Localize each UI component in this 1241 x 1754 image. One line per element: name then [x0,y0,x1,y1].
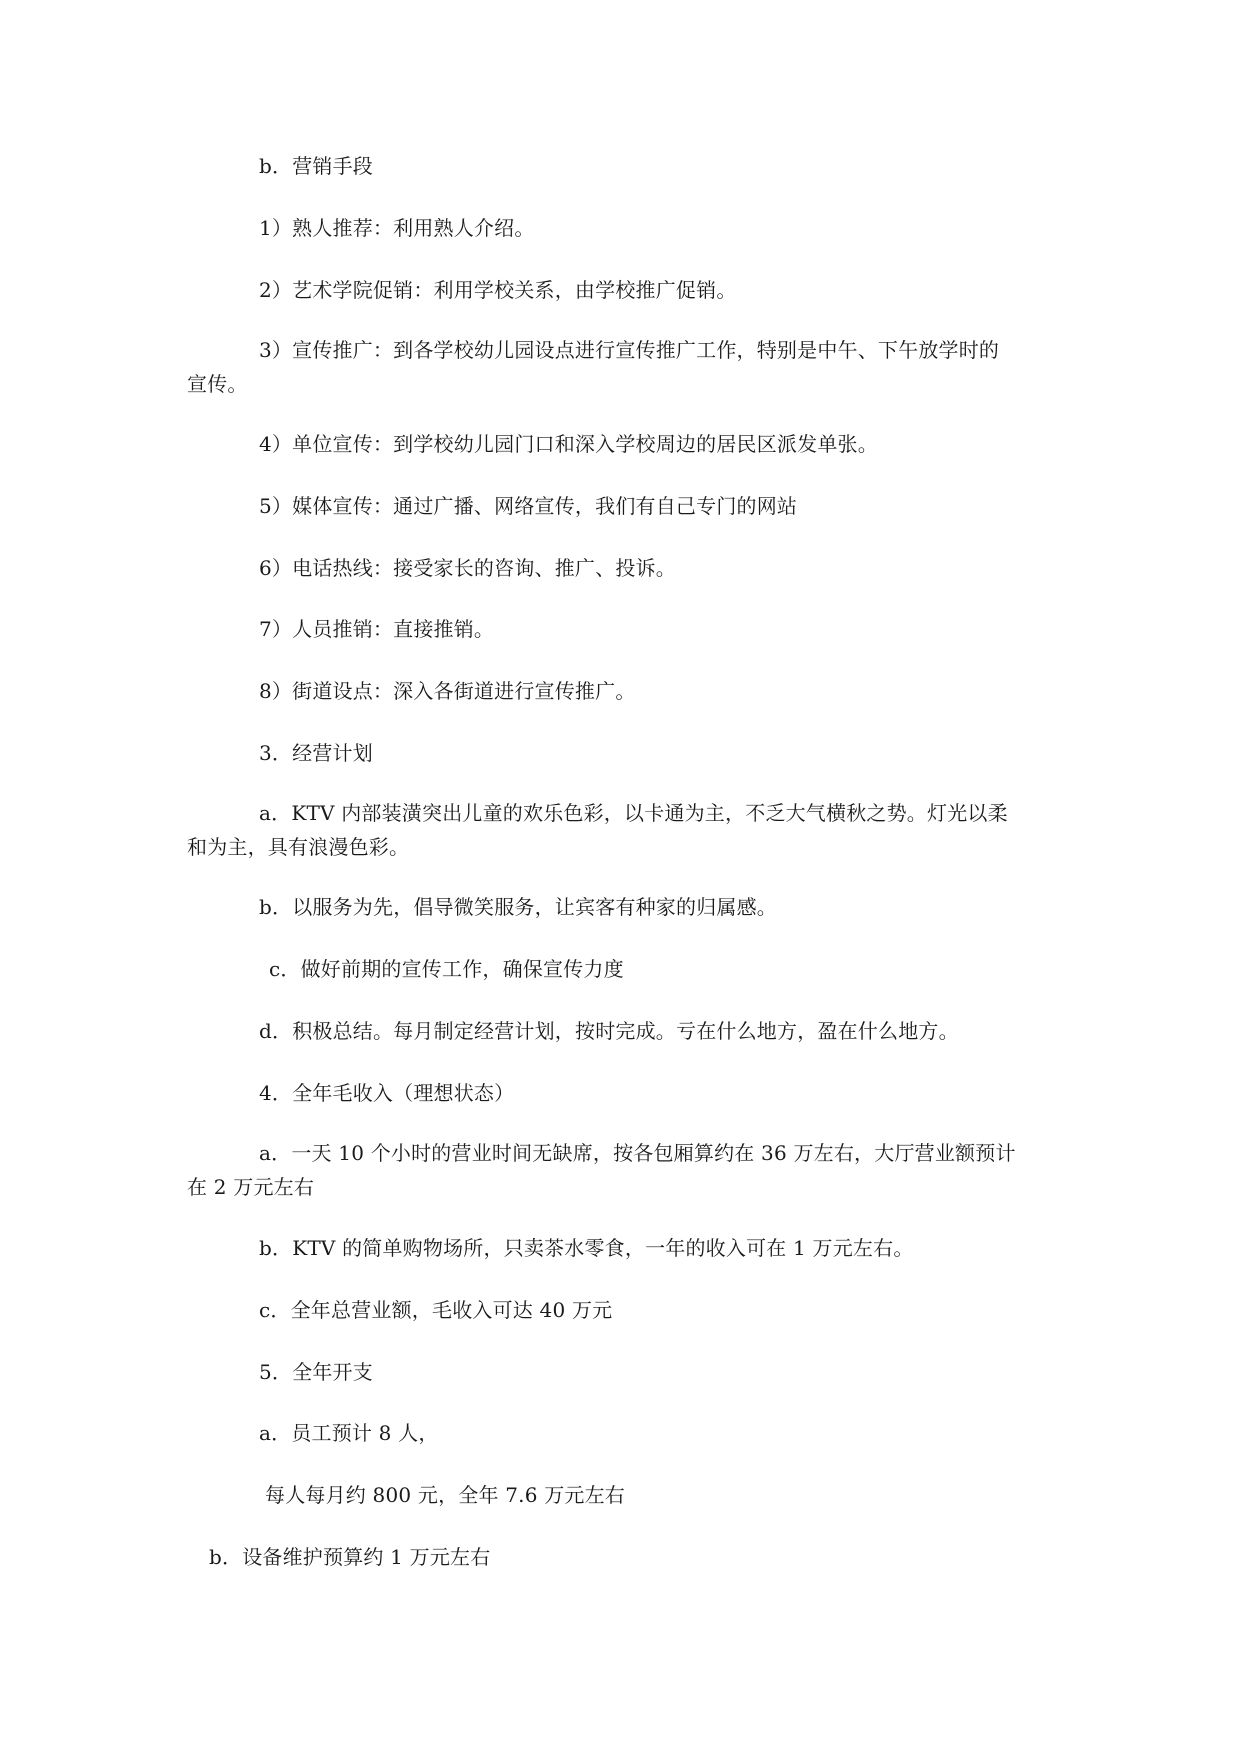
list-item: c．全年总营业额，毛收入可达 40 万元 [259,1298,613,1322]
list-item: 2）艺术学院促销：利用学校关系，由学校推广促销。 [259,278,737,302]
list-item: b．以服务为先，倡导微笑服务，让宾客有种家的归属感。 [259,895,778,919]
paragraph-line: a．一天 10 个小时的营业时间无缺席，按各包厢算约在 36 万左右，大厅营业额预计 [259,1141,1016,1165]
section-heading-marketing-means: b．营销手段 [259,154,374,178]
list-item: 5）媒体宣传：通过广播、网络宣传，我们有自己专门的网站 [259,494,798,518]
list-item: b．设备维护预算约 1 万元左右 [209,1545,491,1569]
section-heading-annual-gross-income: 4．全年毛收入（理想状态） [259,1081,515,1105]
section-heading-business-plan: 3．经营计划 [259,741,373,765]
section-heading-annual-expenses: 5．全年开支 [259,1360,373,1384]
paragraph-line: 3）宣传推广：到各学校幼儿园设点进行宣传推广工作，特别是中午、下午放学时的 [259,338,1000,362]
list-item: b．KTV 的简单购物场所，只卖茶水零食，一年的收入可在 1 万元左右。 [259,1236,914,1260]
list-item: a．员工预计 8 人， [259,1421,439,1445]
list-item: d．积极总结。每月制定经营计划，按时完成。亏在什么地方，盈在什么地方。 [259,1019,959,1043]
paragraph-line: a．KTV 内部装潢突出儿童的欢乐色彩，以卡通为主，不乏大气横秋之势。灯光以柔 [259,801,1008,825]
list-item [187,333,999,401]
list-item: 每人每月约 800 元，全年 7.6 万元左右 [265,1483,626,1507]
paragraph-line: 宣传。 [187,372,248,396]
list-item: 7）人员推销：直接推销。 [259,617,495,641]
list-item [187,1136,1016,1204]
list-item: 8）街道设点：深入各街道进行宣传推广。 [259,679,636,703]
paragraph-line: 和为主，具有浪漫色彩。 [187,835,410,859]
list-item: 6）电话热线：接受家长的咨询、推广、投诉。 [259,556,676,580]
paragraph-line: 在 2 万元左右 [187,1175,315,1199]
list-item: c．做好前期的宣传工作，确保宣传力度 [269,957,624,981]
list-item: 1）熟人推荐：利用熟人介绍。 [259,216,535,240]
list-item [187,796,1008,864]
list-item: 4）单位宣传：到学校幼儿园门口和深入学校周边的居民区派发单张。 [259,432,878,456]
